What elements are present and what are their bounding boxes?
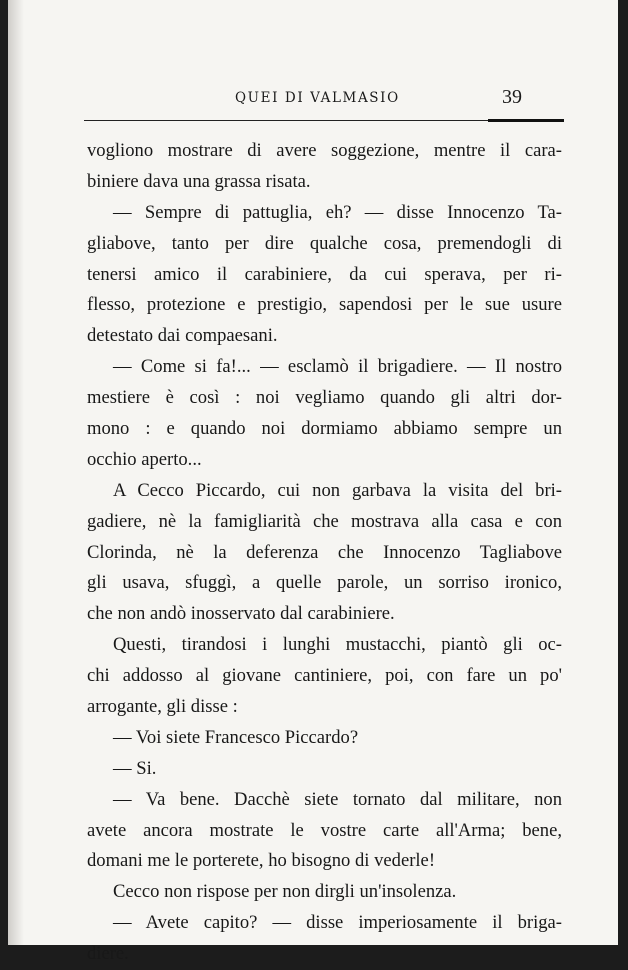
page-header — [8, 82, 618, 122]
text-line: gliabove, tanto per dire qualche cosa, premendogli di — [87, 232, 562, 254]
text-line: domani me le porterete, ho bisogno di vederle! — [87, 850, 436, 872]
text-line: arrogante, gli disse : — [87, 696, 238, 718]
text-line: diere. — [87, 943, 129, 965]
page-gutter-shadow — [8, 0, 24, 945]
page-number: 39 — [502, 86, 522, 108]
text-line: gadiere, nè la famigliarità che mostrava alla casa e con — [87, 510, 562, 532]
text-line: avete ancora mostrate le vostre carte all'Arma; bene, — [87, 819, 562, 841]
body-text — [87, 136, 562, 970]
header-rule-accent — [488, 119, 564, 122]
text-line: — Va bene. Dacchè siete tornato dal militare, non — [113, 788, 562, 810]
text-line: — Si. — [113, 757, 157, 779]
text-line: — Come si fa!... — esclamò il brigadiere. — Il nostro — [113, 356, 562, 378]
text-line: occhio aperto... — [87, 448, 202, 470]
text-line: Clorinda, nè la deferenza che Innocenzo Tagliabove — [87, 541, 562, 563]
text-line: tenersi amico il carabiniere, da cui sperava, per ri- — [87, 263, 562, 285]
text-line: gli usava, sfuggì, a quelle parole, un sorriso ironico, — [87, 572, 562, 594]
text-line: — Voi siete Francesco Piccardo? — [113, 726, 359, 748]
text-line: mestiere è così : noi vegliamo quando gli altri dor- — [87, 387, 562, 409]
text-line: flesso, protezione e prestigio, sapendosi per le sue usure — [87, 294, 562, 316]
text-line: vogliono mostrare di avere soggezione, mentre il cara- — [87, 140, 562, 161]
text-line: che non andò inosservato dal carabiniere. — [87, 603, 395, 625]
text-line: Questi, tirandosi i lunghi mustacchi, piantò gli oc- — [113, 634, 562, 656]
text-line: — Avete capito? — disse imperiosamente il briga- — [113, 912, 562, 934]
text-line: chi addosso al giovane cantiniere, poi, con fare un po' — [87, 665, 562, 687]
text-line: Cecco non rispose per non dirgli un'insolenza. — [113, 881, 457, 903]
text-line: A Cecco Piccardo, cui non garbava la visita del bri- — [113, 479, 562, 501]
text-line: detestato dai compaesani. — [87, 325, 278, 347]
text-line: biniere dava una grassa risata. — [87, 170, 311, 192]
text-line: — Sempre di pattuglia, eh? — disse Innocenzo Ta- — [113, 201, 562, 223]
running-title: QUEI DI VALMASIO — [235, 90, 400, 106]
text-line: mono : e quando noi dormiamo abbiamo sempre un — [87, 418, 562, 440]
book-page — [8, 0, 618, 965]
